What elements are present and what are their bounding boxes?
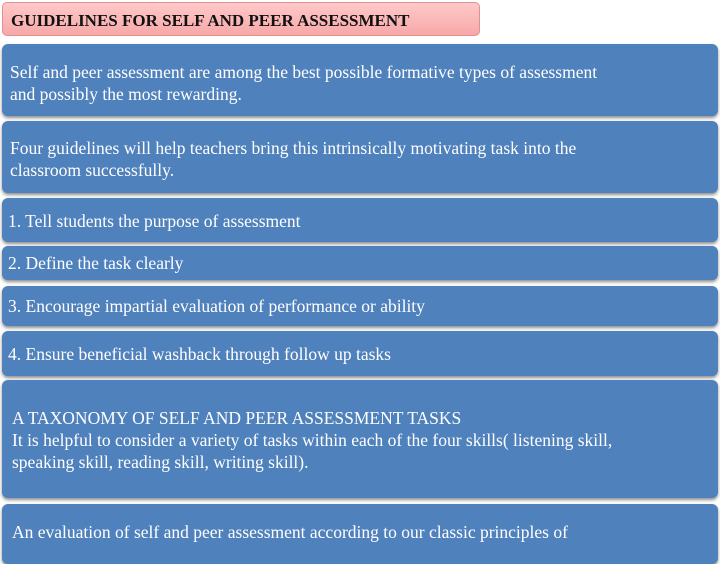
guideline-item-1: 1. Tell students the purpose of assessment	[8, 211, 301, 231]
taxonomy-line-2: speaking skill, reading skill, writing skill).	[12, 452, 309, 472]
guidelines-intro-box	[2, 121, 718, 193]
guidelines-intro-line-1: Four guidelines will help teachers bring this intrinsically motivating task into the	[10, 138, 577, 158]
taxonomy-text	[12, 407, 706, 473]
guidelines-intro-line-2: classroom successfully.	[10, 160, 175, 180]
taxonomy-box	[2, 380, 718, 498]
intro-line-2: and possibly the most rewarding.	[10, 84, 242, 104]
guideline-item-2: 2. Define the task clearly	[8, 253, 184, 273]
evaluation-line-1: An evaluation of self and peer assessment according to our classic principles of	[12, 522, 568, 542]
guidelines-intro-text	[10, 137, 706, 181]
guideline-item-3: 3. Encourage impartial evaluation of performance or ability	[8, 296, 425, 316]
intro-line-1: Self and peer assessment are among the best possible formative types of assessment	[10, 62, 598, 82]
intro-text	[10, 61, 706, 105]
title-banner	[2, 2, 480, 36]
guideline-box-1	[2, 198, 718, 242]
taxonomy-line-1: It is helpful to consider a variety of tasks within each of the four skills( listening skill,	[12, 430, 613, 450]
intro-box	[2, 44, 718, 116]
page-title: GUIDELINES FOR SELF AND PEER ASSESSMENT	[11, 11, 410, 30]
guideline-item-4: 4. Ensure beneficial washback through follow up tasks	[8, 344, 391, 364]
evaluation-box	[2, 504, 718, 564]
taxonomy-heading: A TAXONOMY OF SELF AND PEER ASSESSMENT TASKS	[12, 408, 462, 428]
guideline-box-2	[2, 246, 718, 280]
guideline-box-3	[2, 286, 718, 326]
guideline-box-4	[2, 331, 718, 376]
